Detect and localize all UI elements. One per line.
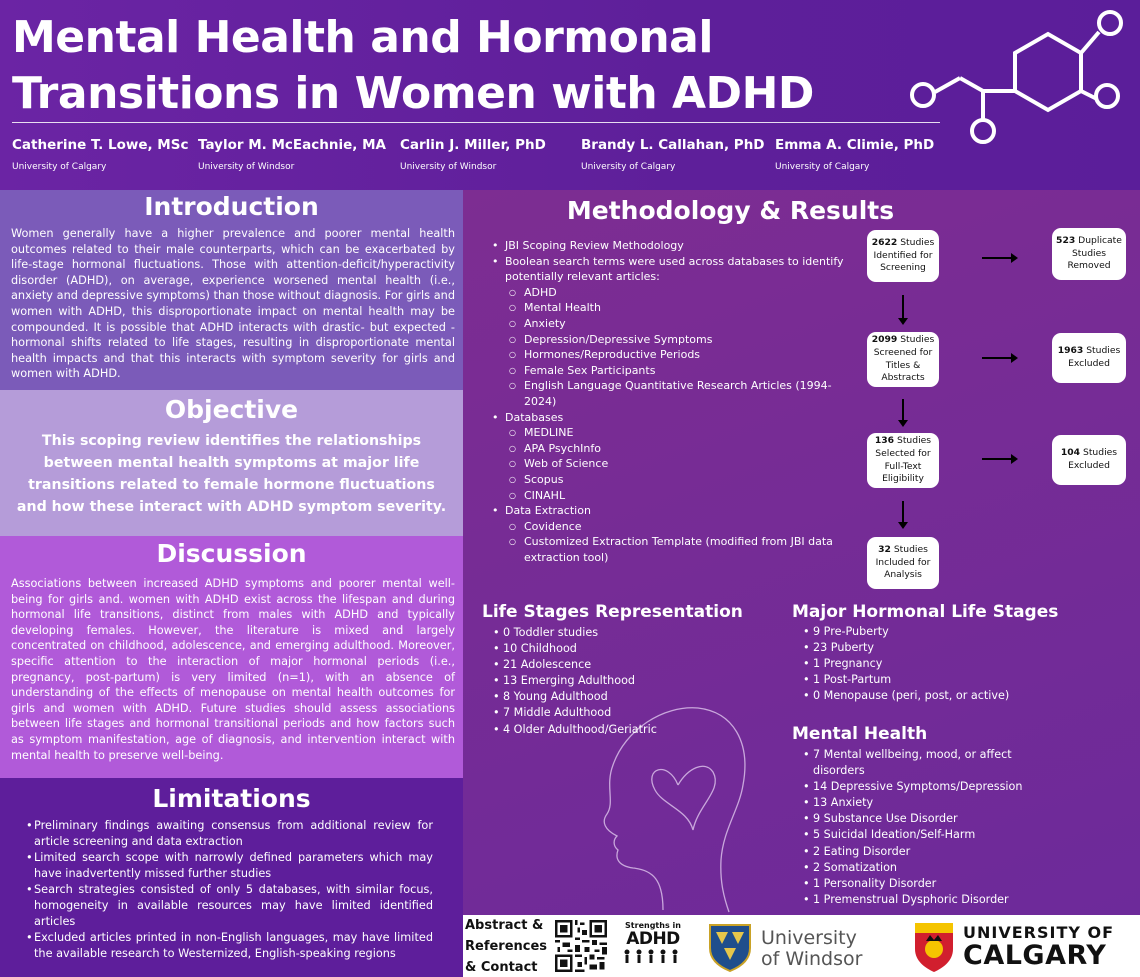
list-item: • 21 Adolescence <box>493 657 723 673</box>
list-item: • 5 Suicidal Ideation/Self-Harm <box>803 827 1033 843</box>
database-item: ○ Scopus <box>491 472 851 488</box>
arrow-right-icon <box>982 357 1016 359</box>
list-item: • 13 Anxiety <box>803 795 1033 811</box>
search-term: ○ Hormones/Reproductive Periods <box>491 347 851 363</box>
list-item: • 13 Emerging Adulthood <box>493 673 723 689</box>
author-name: Emma A. Climie, PhD <box>775 137 935 153</box>
list-item: • 7 Mental wellbeing, mood, or affect disorders <box>803 747 1033 779</box>
flow-label: Studies Excluded <box>1068 447 1118 471</box>
flow-box-included <box>867 537 939 589</box>
database-item: ○ CINAHL <box>491 488 851 504</box>
author-1 <box>12 137 188 172</box>
adhd-logo-small-text: Strengths in <box>625 921 681 930</box>
extraction-item: ○ Covidence <box>491 519 851 535</box>
arrow-right-icon <box>982 458 1016 460</box>
hormonal-title: Major Hormonal Life Stages <box>792 602 1059 622</box>
methodology-list <box>491 238 851 565</box>
flow-count: 2099 <box>871 333 898 345</box>
database-item: ○ MEDLINE <box>491 425 851 441</box>
search-term: ○ English Language Quantitative Research Articles (1994-2024) <box>491 378 851 409</box>
list-item: • 8 Young Adulthood <box>493 689 723 705</box>
author-name: Catherine T. Lowe, MSc <box>12 137 189 153</box>
flow-label: Studies Selected for Full-Text Eligibility <box>875 434 932 485</box>
list-item: • 0 Menopause (peri, post, or active) <box>803 688 1133 704</box>
list-item: • 1 Premenstrual Dysphoric Disorder <box>803 892 1033 908</box>
figures-icon <box>619 948 687 966</box>
flow-label: Studies Identified for Screening <box>873 236 935 274</box>
molecule-icon <box>905 8 1130 148</box>
objective-panel <box>0 390 463 536</box>
university-of-windsor-wordmark <box>761 928 862 970</box>
title-divider <box>12 122 940 123</box>
search-term: ○ ADHD <box>491 285 851 301</box>
university-of-windsor-shield-icon <box>706 922 754 972</box>
list-item: • 10 Childhood <box>493 641 723 657</box>
introduction-text: Women generally have a higher prevalence and poorer mental health outcomes related to their male counterparts, which can be exacerbated by life-stage hormonal fluctuations. Those with attention-deficit/hyperactivity disorder (ADHD), on average, experience worsened mental health (i.e., anxiety and depressive symptoms) than those without diagnosis. For girls and women with ADHD, this disproportionate impact on mental health may be compounded. It is possible that ADHD interacts with drastic- but expected - hormonal shifts related to life stages, resulting in disproportionate mental health impacts and that this interacts with symptom severity for girls and women with ADHD. <box>11 227 455 381</box>
list-item: • Boolean search terms were used across databases to identify potentially relevant articles: <box>491 254 851 285</box>
flow-label: Duplicate Studies Removed <box>1067 234 1122 272</box>
author-4 <box>581 137 765 172</box>
arrow-down-icon <box>902 295 904 323</box>
mental-health-title: Mental Health <box>792 724 928 744</box>
list-item: • 0 Toddler studies <box>493 625 723 641</box>
flow-count: 32 <box>878 543 891 555</box>
discussion-panel <box>0 536 463 778</box>
author-affiliation: University of Windsor <box>198 162 295 172</box>
list-item: • Preliminary findings awaiting consensus from additional review for article screening and data extraction <box>34 818 433 850</box>
abstract-references-contact <box>465 915 547 977</box>
list-item: • 1 Pregnancy <box>803 656 1133 672</box>
list-item: • Excluded articles printed in non-English languages, may have limited the available research to Westernized, English-speaking regions <box>34 930 433 962</box>
poster-title: Mental Health and Hormonal Transitions in Women with ADHD <box>12 12 814 119</box>
database-item: ○ APA PsychInfo <box>491 441 851 457</box>
list-item: • 7 Middle Adulthood <box>493 705 723 721</box>
flow-count: 1963 <box>1057 345 1084 357</box>
introduction-title: Introduction <box>144 192 319 221</box>
limitations-panel <box>0 778 463 977</box>
list-item: • 2 Somatization <box>803 860 1033 876</box>
strengths-in-adhd-logo <box>618 921 688 973</box>
list-item: • 4 Older Adulthood/Geriatric <box>493 722 723 738</box>
author-affiliation: University of Calgary <box>12 162 107 172</box>
methodology-title: Methodology & Results <box>566 196 895 225</box>
wordmark-line: University <box>761 927 857 949</box>
life-stages-list <box>493 625 723 738</box>
list-item: • Search strategies consisted of only 5 databases, with similar focus, homogeneity in available resources may have limited identified articles <box>34 882 433 930</box>
flow-box-excluded-2 <box>1052 435 1126 485</box>
extraction-item: ○ Customized Extraction Template (modified from JBI data extraction tool) <box>491 534 851 565</box>
qr-code-icon[interactable] <box>555 920 607 972</box>
methodology-results-panel <box>463 190 1140 915</box>
university-of-calgary-wordmark <box>963 923 1114 970</box>
database-item: ○ Web of Science <box>491 456 851 472</box>
flow-count: 2622 <box>871 236 898 248</box>
list-item: • Databases <box>491 410 851 426</box>
flow-count: 104 <box>1060 447 1081 459</box>
wordmark-line: of Windsor <box>761 948 863 970</box>
list-item: • Data Extraction <box>491 503 851 519</box>
author-3 <box>400 137 546 172</box>
list-item: • 14 Depressive Symptoms/Depression <box>803 779 1033 795</box>
arrow-down-icon <box>902 399 904 425</box>
flow-count: 523 <box>1056 234 1076 246</box>
author-affiliation: University of Windsor <box>400 162 497 172</box>
abstract-line: References <box>465 939 548 954</box>
hormonal-list <box>803 624 1133 704</box>
author-2 <box>198 137 386 172</box>
flow-count: 136 <box>874 434 895 446</box>
flow-box-screened <box>867 332 939 387</box>
flow-label: Studies Screened for Titles & Abstracts <box>873 333 935 384</box>
adhd-logo-big-text: ADHD <box>626 929 680 949</box>
flow-label: Studies Excluded <box>1068 345 1121 369</box>
limitations-title: Limitations <box>152 784 311 813</box>
discussion-title: Discussion <box>156 539 307 568</box>
life-stages-title: Life Stages Representation <box>482 602 743 622</box>
flow-label: Studies Included for Analysis <box>875 543 931 581</box>
flow-box-selected <box>867 433 939 488</box>
mental-health-list <box>803 747 1033 908</box>
author-name: Carlin J. Miller, PhD <box>400 137 546 153</box>
list-item: • 2 Eating Disorder <box>803 844 1033 860</box>
flow-box-identified <box>867 230 939 282</box>
author-name: Brandy L. Callahan, PhD <box>581 137 765 153</box>
objective-title: Objective <box>164 395 299 424</box>
footer-logos <box>463 915 1140 977</box>
introduction-panel <box>0 190 463 390</box>
search-term: ○ Mental Health <box>491 300 851 316</box>
objective-text: This scoping review identifies the relationships between mental health symptoms at major life transitions related to female hormone fluctuations and how these interact with ADHD symptom severity. <box>16 433 447 515</box>
list-item: • 1 Personality Disorder <box>803 876 1033 892</box>
limitations-list <box>0 818 463 962</box>
list-item: • 9 Substance Use Disorder <box>803 811 1033 827</box>
wordmark-line: CALGARY <box>963 940 1107 971</box>
abstract-line: & Contact <box>465 960 538 975</box>
university-of-calgary-crest-icon <box>913 921 955 973</box>
list-item: • JBI Scoping Review Methodology <box>491 238 851 254</box>
list-item: • 1 Post-Partum <box>803 672 1133 688</box>
author-affiliation: University of Calgary <box>581 162 676 172</box>
search-term: ○ Depression/Depressive Symptoms <box>491 332 851 348</box>
search-term: ○ Anxiety <box>491 316 851 332</box>
author-affiliation: University of Calgary <box>775 162 870 172</box>
arrow-right-icon <box>982 257 1016 259</box>
list-item: • 9 Pre-Puberty <box>803 624 1133 640</box>
flow-box-duplicates <box>1052 228 1126 280</box>
flow-box-excluded-1 <box>1052 333 1126 383</box>
list-item: • 23 Puberty <box>803 640 1133 656</box>
poster-header <box>0 0 1140 190</box>
abstract-line: Abstract & <box>465 918 544 933</box>
author-name: Taylor M. McEachnie, MA <box>198 137 386 153</box>
wordmark-line: UNIVERSITY OF <box>963 923 1115 942</box>
search-term: ○ Female Sex Participants <box>491 363 851 379</box>
arrow-down-icon <box>902 501 904 527</box>
discussion-text: Associations between increased ADHD symptoms and poorer mental well-being for girls and. women with ADHD exist across the lifespan and during hormonal life transitions, distinct from males with ADHD and typically developing females. However, the literature is mixed and largely concentrated on childhood, adolescence, and emerging adulthood. Moreover, specific attention to the interaction of major hormonal periods (i.e., pregnancy, post-partum) is very limited (n=1), with an absence of understanding of the effects of menopause on mental health outcomes for girls and women with ADHD. Future studies should assess associations between life stages and hormonal transitional periods and how factors such as symptom manifestation, age of diagnosis, and intervention interact with mental health to preserve well-being. <box>11 577 455 762</box>
list-item: • Limited search scope with narrowly defined parameters which may have inadvertently missed further studies <box>34 850 433 882</box>
